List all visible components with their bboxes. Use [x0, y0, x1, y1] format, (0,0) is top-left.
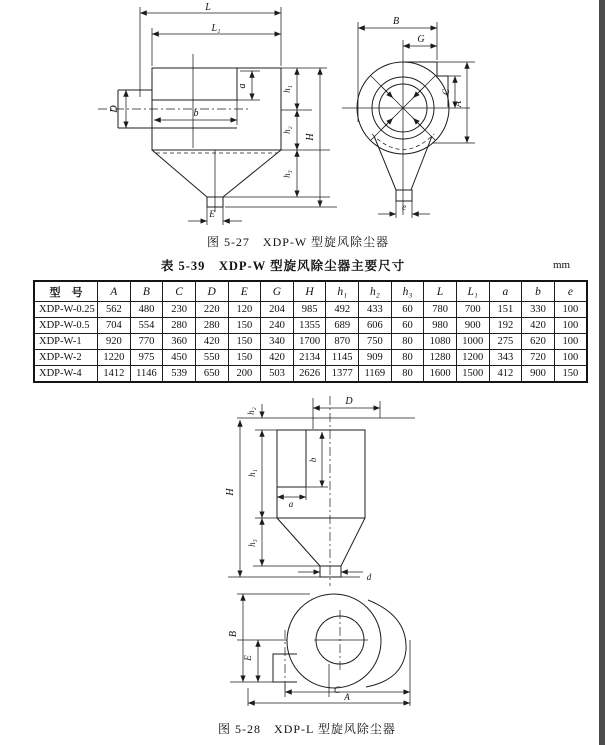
value-cell: 150: [228, 350, 261, 366]
dim-label-h1: h₁: [247, 469, 257, 477]
dim-label-C: C: [441, 88, 451, 96]
column-header: b: [522, 281, 555, 302]
value-cell: 275: [489, 334, 522, 350]
value-cell: 100: [554, 318, 587, 334]
column-header: E: [228, 281, 261, 302]
value-cell: 689: [326, 318, 359, 334]
dim-label-e: e: [402, 202, 406, 212]
value-cell: 343: [489, 350, 522, 366]
value-cell: 909: [359, 350, 392, 366]
value-cell: 120: [228, 302, 261, 318]
value-cell: 620: [522, 334, 555, 350]
model-cell: XDP-W-0.5: [34, 318, 98, 334]
figure-caption-5-28: 图 5-28 XDP-L 型旋风除尘器: [218, 722, 396, 736]
value-cell: 1220: [98, 350, 131, 366]
value-cell: 330: [522, 302, 555, 318]
value-cell: 80: [391, 350, 424, 366]
value-cell: 420: [195, 334, 228, 350]
value-cell: 151: [489, 302, 522, 318]
value-cell: 80: [391, 334, 424, 350]
dim-label-h3: h₃: [282, 170, 292, 178]
xdpl-front-view: [225, 396, 415, 586]
value-cell: 1377: [326, 366, 359, 383]
value-cell: 433: [359, 302, 392, 318]
value-cell: 780: [424, 302, 457, 318]
scan-border-right: [599, 0, 605, 745]
dim-label-b: b: [308, 457, 318, 463]
dimensions-table: [33, 280, 588, 383]
value-cell: 420: [261, 350, 294, 366]
value-cell: 1000: [456, 334, 489, 350]
dim-label-a: a: [237, 83, 248, 89]
column-header: D: [195, 281, 228, 302]
column-header: L: [424, 281, 457, 302]
value-cell: 1280: [424, 350, 457, 366]
column-header: G: [261, 281, 294, 302]
dim-label-E: E: [209, 209, 215, 219]
dim-label-A: A: [453, 100, 464, 108]
value-cell: 1700: [293, 334, 326, 350]
dim-label-h2: h₂: [282, 126, 292, 134]
value-cell: 2134: [293, 350, 326, 366]
value-cell: 412: [489, 366, 522, 383]
unit-label: mm: [553, 259, 571, 271]
xdpl-top-view: [228, 594, 410, 706]
value-cell: 550: [195, 350, 228, 366]
dim-label-H: H: [305, 133, 316, 141]
column-header: e: [554, 281, 587, 302]
value-cell: 900: [522, 366, 555, 383]
value-cell: 450: [163, 350, 196, 366]
model-cell: XDP-W-1: [34, 334, 98, 350]
dim-label-a: a: [288, 499, 294, 509]
value-cell: 492: [326, 302, 359, 318]
value-cell: 230: [163, 302, 196, 318]
value-cell: 2626: [293, 366, 326, 383]
column-header: C: [163, 281, 196, 302]
value-cell: 650: [195, 366, 228, 383]
dim-label-C: C: [333, 685, 341, 695]
value-cell: 100: [554, 334, 587, 350]
dim-label-d: d: [366, 572, 372, 582]
value-cell: 554: [130, 318, 163, 334]
dim-label-E: E: [243, 655, 253, 661]
value-cell: 360: [163, 334, 196, 350]
value-cell: 503: [261, 366, 294, 383]
value-cell: 870: [326, 334, 359, 350]
xdpw-side-view: [98, 2, 337, 225]
value-cell: 700: [456, 302, 489, 318]
value-cell: 60: [391, 318, 424, 334]
value-cell: 100: [554, 350, 587, 366]
figure-xdpl-drawing: [0, 393, 605, 723]
value-cell: 480: [130, 302, 163, 318]
value-cell: 204: [261, 302, 294, 318]
figure-caption-5-27: 图 5-27 XDP-W 型旋风除尘器: [206, 235, 390, 249]
value-cell: 240: [261, 318, 294, 334]
dim-label-G: G: [417, 34, 425, 45]
dim-label-A: A: [344, 692, 350, 702]
value-cell: 100: [554, 302, 587, 318]
dim-label-B: B: [228, 630, 239, 638]
xdpw-front-view: [342, 16, 475, 218]
value-cell: 1145: [326, 350, 359, 366]
value-cell: 150: [228, 318, 261, 334]
value-cell: 980: [424, 318, 457, 334]
value-cell: 1080: [424, 334, 457, 350]
value-cell: 1146: [130, 366, 163, 383]
table-title: 表 5-39 XDP-W 型旋风除尘器主要尺寸: [160, 259, 406, 273]
dim-label-h2: h₂: [246, 407, 256, 415]
table-row: [34, 334, 587, 350]
column-header: h₃: [391, 281, 424, 302]
value-cell: 200: [228, 366, 261, 383]
value-cell: 420: [522, 318, 555, 334]
column-header: A: [98, 281, 131, 302]
value-cell: 704: [98, 318, 131, 334]
value-cell: 340: [261, 334, 294, 350]
value-cell: 280: [163, 318, 196, 334]
column-header: a: [489, 281, 522, 302]
value-cell: 920: [98, 334, 131, 350]
table-row: [34, 366, 587, 383]
value-cell: 1355: [293, 318, 326, 334]
table-row: [34, 302, 587, 318]
value-cell: 975: [130, 350, 163, 366]
column-header: B: [130, 281, 163, 302]
value-cell: 220: [195, 302, 228, 318]
value-cell: 539: [163, 366, 196, 383]
value-cell: 606: [359, 318, 392, 334]
dim-label-D: D: [345, 396, 353, 407]
value-cell: 562: [98, 302, 131, 318]
model-cell: XDP-W-0.25: [34, 302, 98, 318]
dim-label-B: B: [392, 16, 400, 27]
dim-label-h3: h₃: [247, 539, 257, 547]
value-cell: 1500: [456, 366, 489, 383]
value-cell: 150: [554, 366, 587, 383]
value-cell: 900: [456, 318, 489, 334]
table-row: [34, 318, 587, 334]
column-header-model: 型 号: [34, 281, 98, 302]
value-cell: 1600: [424, 366, 457, 383]
column-header: h₁: [326, 281, 359, 302]
value-cell: 80: [391, 366, 424, 383]
table-header-row: [34, 281, 587, 302]
figure-xdpw-drawing: [0, 0, 605, 240]
value-cell: 150: [228, 334, 261, 350]
value-cell: 750: [359, 334, 392, 350]
column-header: L₁: [456, 281, 489, 302]
dim-label-D: D: [109, 105, 120, 113]
value-cell: 1200: [456, 350, 489, 366]
value-cell: 60: [391, 302, 424, 318]
value-cell: 1169: [359, 366, 392, 383]
dim-label-H: H: [225, 488, 236, 496]
model-cell: XDP-W-4: [34, 366, 98, 383]
dim-label-h1: h₁: [282, 85, 292, 93]
value-cell: 280: [195, 318, 228, 334]
column-header: H: [293, 281, 326, 302]
dim-label-L1: L₁: [211, 23, 221, 34]
table-row: [34, 350, 587, 366]
column-header: h₂: [359, 281, 392, 302]
value-cell: 770: [130, 334, 163, 350]
dim-label-b: b: [193, 108, 199, 119]
model-cell: XDP-W-2: [34, 350, 98, 366]
dim-label-L: L: [205, 2, 211, 13]
value-cell: 1412: [98, 366, 131, 383]
value-cell: 192: [489, 318, 522, 334]
value-cell: 985: [293, 302, 326, 318]
value-cell: 720: [522, 350, 555, 366]
